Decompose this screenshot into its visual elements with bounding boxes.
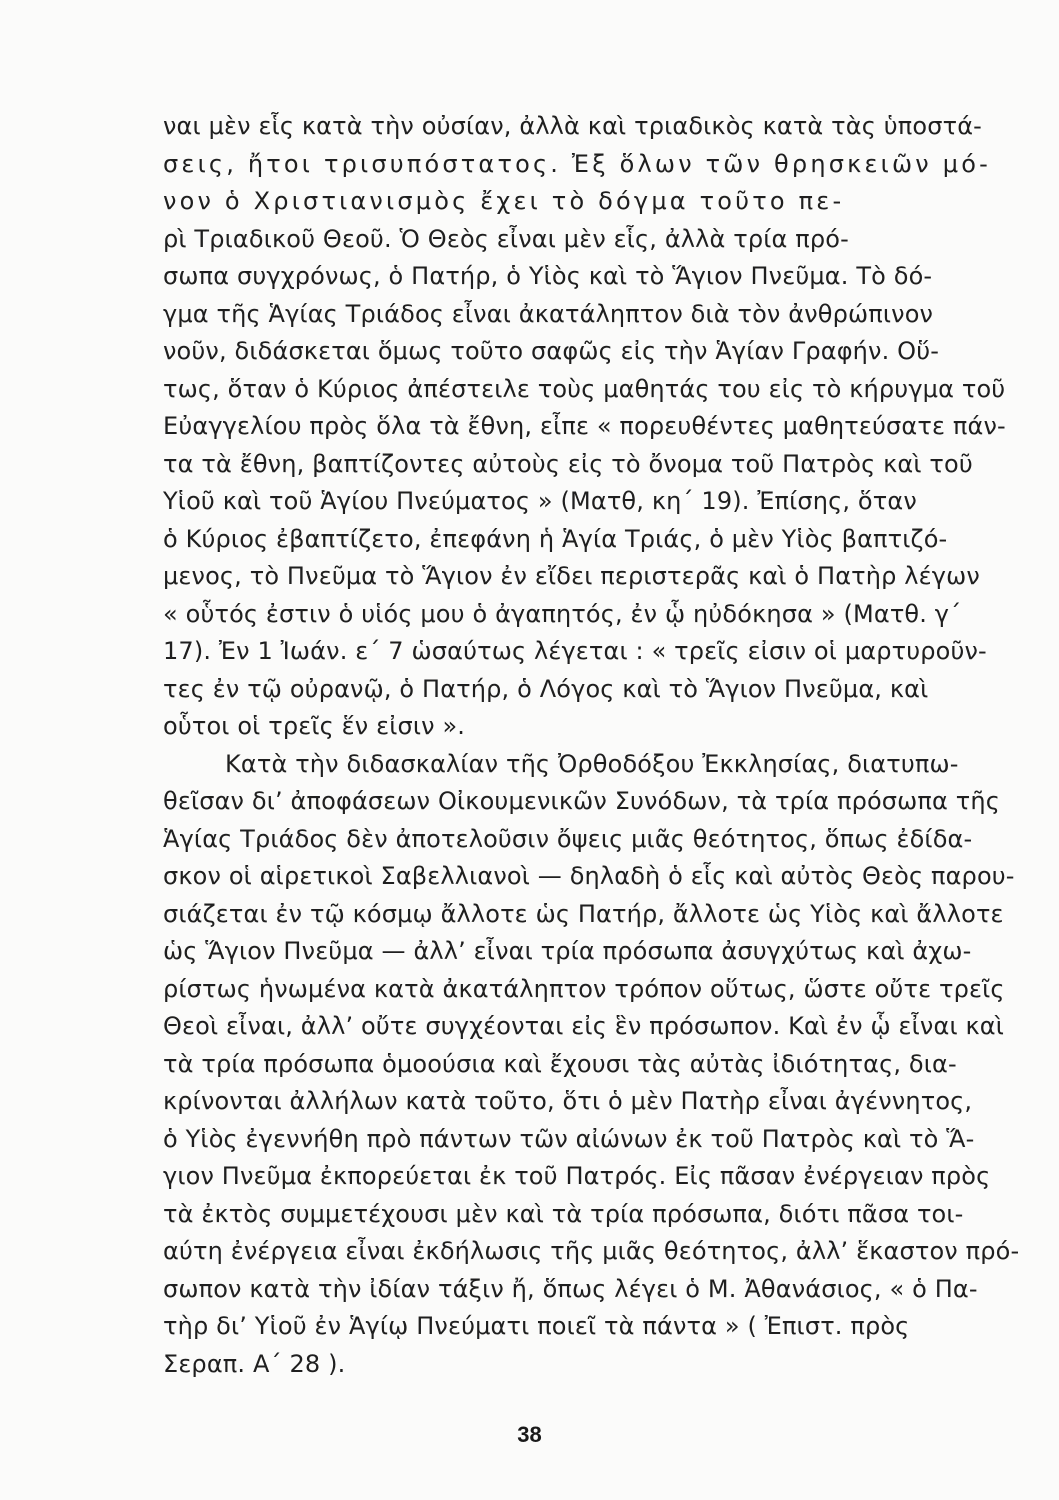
- text-line: γιον Πνεῦμα ἐκπορεύεται ἐκ τοῦ Πατρός. Εἰς πᾶσαν ἐνέργειαν πρὸς: [163, 1162, 991, 1190]
- text-line: τως, ὅταν ὁ Κύριος ἀπέστειλε τοὺς μαθητάς του εἰς τὸ κήρυγμα τοῦ: [163, 374, 1006, 403]
- text-line: οὗτοι οἱ τρεῖς ἕν εἰσιν ».: [163, 712, 466, 740]
- text-line: σωπον κατὰ τὴν ἰδίαν τάξιν ἤ, ὅπως λέγει ὁ Μ. Ἀθανάσιος, « ὁ Πα-: [163, 1274, 978, 1303]
- body-text: [163, 108, 1023, 1383]
- text-line: Θεοὶ εἶναι, ἀλλ’ οὔτε συγχέονται εἰς ἓν πρόσωπον. Καὶ ἐν ᾧ εἶναι καὶ: [163, 1012, 1005, 1040]
- text-line: ρίστως ἡνωμένα κατὰ ἀκατάληπτον τρόπον οὕτως, ὥστε οὔτε τρεῖς: [163, 974, 1005, 1003]
- text-line: 17). Ἐν 1 Ἰωάν. ε΄ 7 ὡσαύτως λέγεται : « τρεῖς εἰσιν οἱ μαρτυροῦν-: [163, 637, 987, 665]
- text-line: τὰ τρία πρόσωπα ὁμοούσια καὶ ἔχουσι τὰς αὐτὰς ἰδιότητας, δια-: [163, 1049, 957, 1078]
- text-line: νον ὁ Χριστιανισμὸς ἔχει τὸ δόγμα τοῦτο πε-: [163, 187, 845, 215]
- text-line: « οὗτός ἐστιν ὁ υἱός μου ὁ ἀγαπητός, ἐν ᾧ ηὐδόκησα » (Ματθ. γ΄: [163, 599, 962, 628]
- text-line: νοῦν, διδάσκεται ὅμως τοῦτο σαφῶς εἰς τὴν Ἁγίαν Γραφήν. Οὕ-: [163, 337, 940, 365]
- text-line: ὡς Ἅγιον Πνεῦμα — ἀλλ’ εἶναι τρία πρόσωπα ἀσυγχύτως καὶ ἀχω-: [163, 937, 972, 965]
- text-line: γμα τῆς Ἁγίας Τριάδος εἶναι ἀκατάληπτον διὰ τὸν ἀνθρώπινον: [163, 299, 934, 328]
- text-line: Υἱοῦ καὶ τοῦ Ἁγίου Πνεύματος » (Ματθ, κη΄ 19). Ἐπίσης, ὅταν: [163, 487, 917, 515]
- text-line: ρὶ Τριαδικοῦ Θεοῦ. Ὁ Θεὸς εἶναι μὲν εἷς, ἀλλὰ τρία πρό-: [163, 224, 849, 253]
- text-line: τες ἐν τῷ οὐρανῷ, ὁ Πατήρ, ὁ Λόγος καὶ τὸ Ἅγιον Πνεῦμα, καὶ: [163, 674, 929, 703]
- text-line: ὁ Υἱὸς ἐγεννήθη πρὸ πάντων τῶν αἰώνων ἐκ τοῦ Πατρὸς καὶ τὸ Ἅ-: [163, 1124, 975, 1153]
- text-line: τὰ ἐκτὸς συμμετέχουσι μὲν καὶ τὰ τρία πρόσωπα, διότι πᾶσα τοι-: [163, 1199, 964, 1228]
- text-line: Σεραπ. Α΄ 28 ).: [163, 1349, 346, 1378]
- text-line: Εὐαγγελίου πρὸς ὅλα τὰ ἔθνη, εἶπε « πορευθέντες μαθητεύσατε πάν-: [163, 412, 1006, 440]
- text-line: αύτη ἐνέργεια εἶναι ἐκδήλωσις τῆς μιᾶς θεότητος, ἀλλ’ ἕκαστον πρό-: [163, 1237, 1020, 1265]
- text-line: σωπα συγχρόνως, ὁ Πατήρ, ὁ Υἱὸς καὶ τὸ Ἅγιον Πνεῦμα. Τὸ δό-: [163, 262, 933, 290]
- text-line: Ἁγίας Τριάδος δὲν ἀποτελοῦσιν ὄψεις μιᾶς θεότητος, ὅπως ἐδίδα-: [163, 824, 973, 853]
- text-line: τα τὰ ἔθνη, βαπτίζοντες αὐτοὺς εἰς τὸ ὄνομα τοῦ Πατρὸς καὶ τοῦ: [163, 449, 973, 478]
- text-line: ναι μὲν εἷς κατὰ τὴν οὐσίαν, ἀλλὰ καὶ τριαδικὸς κατὰ τὰς ὑποστά-: [163, 112, 982, 140]
- page-number: 38: [517, 1422, 542, 1447]
- paragraph-start-line: Κατὰ τὴν διδασκαλίαν τῆς Ὀρθοδόξου Ἐκκλησίας, διατυπω-: [225, 749, 959, 778]
- text-line: θεῖσαν δι’ ἀποφάσεων Οἰκουμενικῶν Συνόδων, τὰ τρία πρόσωπα τῆς: [163, 787, 1000, 815]
- text-line: κρίνονται ἀλλήλων κατὰ τοῦτο, ὅτι ὁ μὲν Πατὴρ εἶναι ἀγέννητος,: [163, 1087, 973, 1115]
- text-line: ὁ Κύριος ἐβαπτίζετο, ἐπεφάνη ἡ Ἁγία Τριάς, ὁ μὲν Υἱὸς βαπτιζό-: [163, 524, 948, 553]
- text-line: σκον οἱ αἱρετικοὶ Σαβελλιανοὶ — δηλαδὴ ὁ εἷς καὶ αὐτὸς Θεὸς παρου-: [163, 862, 1015, 890]
- text-line: τὴρ δι’ Υἱοῦ ἐν Ἁγίῳ Πνεύματι ποιεῖ τὰ πάντα » ( Ἐπιστ. πρὸς: [163, 1312, 910, 1340]
- text-line: σιάζεται ἐν τῷ κόσμῳ ἄλλοτε ὡς Πατήρ, ἄλλοτε ὡς Υἱὸς καὶ ἄλλοτε: [163, 899, 1004, 928]
- text-line: σεις, ἤτοι τρισυπόστατος. Ἐξ ὅλων τῶν θρησκειῶν μό-: [163, 149, 991, 178]
- text-line: μενος, τὸ Πνεῦμα τὸ Ἅγιον ἐν εἴδει περιστερᾶς καὶ ὁ Πατὴρ λέγων: [163, 562, 980, 590]
